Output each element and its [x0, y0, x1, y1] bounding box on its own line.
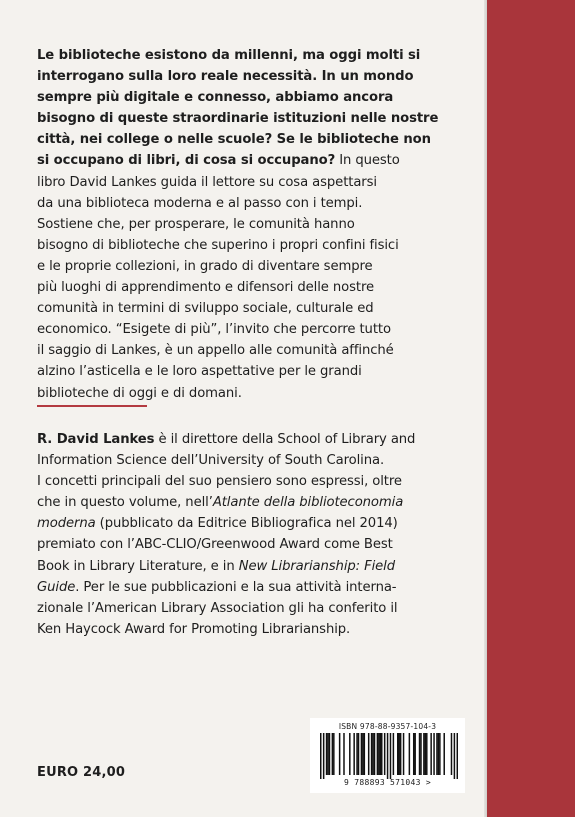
bold-text: sempre più digitale e connesso, abbiamo ancora	[37, 90, 394, 106]
barcode-bar	[380, 733, 382, 775]
text-run: più luoghi di apprendimento e difensori delle nostre	[37, 280, 374, 296]
barcode-bar	[368, 733, 370, 775]
barcode-bar	[332, 733, 334, 775]
barcode-bar	[327, 733, 329, 775]
barcode-bar	[378, 733, 380, 775]
italic-title: Atlante della biblioteconomia	[212, 495, 404, 511]
barcode-bar	[372, 733, 374, 775]
barcode-bar	[326, 733, 328, 775]
barcode-bar	[374, 733, 376, 775]
text-run: Sostiene che, per prosperare, le comunità hanno	[37, 216, 355, 232]
barcode-bar	[377, 733, 379, 775]
barcode-bar	[343, 733, 345, 775]
bold-text: R. David Lankes	[37, 432, 155, 447]
barcode-bar	[361, 733, 363, 775]
text-run: libro David Lankes guida il lettore su cosa aspettarsi	[37, 174, 377, 190]
barcode-bar	[329, 733, 331, 775]
isbn-label: ISBN 978-88-9357-104-3	[338, 722, 437, 731]
barcode-bar	[433, 733, 435, 775]
barcode-bar	[398, 733, 400, 775]
price-label: EURO 24,00	[37, 765, 126, 780]
bold-text: Le biblioteche esistono da millenni, ma oggi molti si	[37, 48, 421, 63]
barcode-image	[320, 733, 458, 779]
barcode-bar	[439, 733, 441, 775]
barcode-bar	[409, 733, 411, 775]
red-spine-band	[487, 0, 575, 817]
text-run: zionale l’American Library Association gli ha conferito il	[37, 600, 398, 616]
barcode-bar	[387, 733, 389, 779]
barcode-bar	[425, 733, 427, 775]
isbn-barcode-block	[310, 718, 465, 793]
barcode-bar	[443, 733, 445, 775]
section-divider	[37, 405, 147, 407]
barcode-bar	[403, 733, 405, 775]
text-run: . Per le sue pubblicazioni e la sua attività interna-	[75, 579, 397, 595]
barcode-bar	[420, 733, 422, 775]
barcode-bar	[349, 733, 351, 775]
barcode-bar	[457, 733, 458, 779]
barcode-bar	[339, 733, 341, 775]
text-run: da una biblioteca moderna e al passo con i tempi.	[37, 195, 363, 211]
barcode-bar	[419, 733, 421, 775]
text-run: comunità in termini di sviluppo sociale, culturale ed	[37, 301, 374, 317]
bold-text: interrogano sulla loro reale necessità. In un mondo	[37, 69, 414, 85]
text-run: premiato con l’ABC-CLIO/Greenwood Award come Best	[37, 537, 393, 553]
barcode-bar	[358, 733, 360, 775]
barcode-bar	[430, 733, 432, 775]
barcode-bar	[333, 733, 335, 775]
barcode-digits: 9 788893 571043 >	[344, 778, 431, 787]
author-bio-paragraph	[37, 429, 482, 640]
text-run: Information Science dell’University of South Carolina.	[37, 453, 385, 469]
blurb-paragraph	[37, 45, 477, 404]
barcode-bar	[323, 733, 325, 779]
barcode-bar	[384, 733, 386, 775]
barcode-bar	[454, 733, 456, 779]
barcode-bar	[451, 733, 453, 775]
barcode-bar	[400, 733, 402, 775]
bold-text: bisogno di queste straordinarie istituzioni nelle nostre	[37, 111, 439, 127]
barcode-bar	[413, 733, 415, 775]
text-run: e le proprie collezioni, in grado di diventare sempre	[37, 258, 373, 274]
italic-title: Guide	[37, 579, 76, 595]
text-run: il saggio di Lankes, è un appello alle comunità affinché	[37, 343, 394, 359]
barcode-bar	[353, 733, 355, 775]
text-run: Ken Haycock Award for Promoting Librarianship.	[37, 621, 351, 637]
text-run: che in questo volume, nell’	[37, 495, 213, 511]
barcode-bar	[426, 733, 428, 775]
text-run: è il direttore della School of Library and	[154, 432, 416, 447]
barcode-bar	[362, 733, 364, 775]
text-run: bisogno di biblioteche che superino i propri confini fisici	[37, 237, 399, 253]
barcode-bar	[414, 733, 416, 775]
text-run: In questo	[335, 153, 400, 169]
text-run: biblioteche di oggi e di domani.	[37, 385, 242, 401]
bold-text: si occupano di libri, di cosa si occupano?	[37, 153, 336, 169]
text-run: Book in Library Literature, e in	[37, 558, 239, 574]
barcode-bar	[320, 733, 322, 779]
barcode-bar	[381, 733, 383, 775]
text-run: (pubblicato da Editrice Bibliografica nel 2014)	[95, 516, 398, 532]
text-run: alzino l’asticella e le loro aspettative per le grandi	[37, 364, 362, 380]
italic-title: moderna	[37, 516, 96, 532]
italic-title: New Librarianship: Field	[238, 558, 395, 574]
barcode-bar	[356, 733, 358, 775]
barcode-bar	[397, 733, 399, 775]
text-run: economico. “Esigete di più”, l’invito che percorre tutto	[37, 322, 391, 338]
barcode-bar	[364, 733, 366, 775]
bold-text: città, nei college o nelle scuole? Se le biblioteche non	[37, 132, 431, 148]
barcode-bar	[438, 733, 440, 775]
barcode-bar	[423, 733, 425, 775]
barcode-bar	[436, 733, 438, 775]
text-run: I concetti principali del suo pensiero sono espressi, oltre	[37, 474, 402, 490]
barcode-bar	[393, 733, 395, 775]
barcode-bar	[390, 733, 392, 779]
barcode-bar	[371, 733, 373, 775]
